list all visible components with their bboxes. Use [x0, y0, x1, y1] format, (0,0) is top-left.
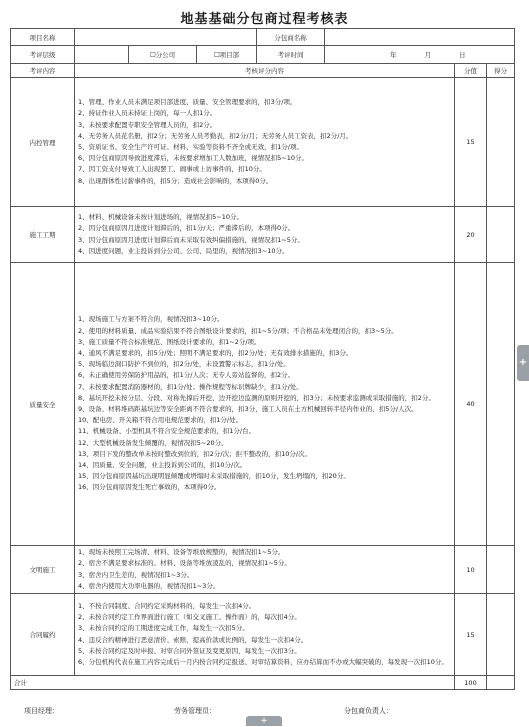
page-title: 地基基础分包商过程考核表 — [180, 12, 349, 27]
criterion-item: 7、未按要求配置消防器材的，扣1分/处；操作规程等标识牌缺少，扣1分/处。 — [78, 382, 303, 391]
criterion-item: 5、现场临边洞口防护不到位的，扣2分/处，未设置警示标志，扣1分/处。 — [78, 360, 290, 369]
section-result[interactable] — [487, 546, 515, 594]
criterion-item: 2、宿舍不满足要求标准的、材料、设备等堆放凌乱的，视情况扣1~5分。 — [78, 559, 291, 568]
side-expand-plus-icon[interactable]: + — [517, 345, 529, 381]
section-result[interactable] — [487, 78, 515, 207]
section-row-schedule — [11, 207, 515, 263]
criterion-item: 1、管理、作业人员未满足项目部进度、质量、安全管理要求的，扣3分/项。 — [78, 98, 297, 107]
year-label: 年 — [390, 51, 397, 59]
criterion-item: 5、资质证书、安全生产许可证、材料、实验等资料不齐全或无效，扣1分/项。 — [78, 143, 303, 151]
criterion-item: 8、基坑开挖未按分层、分段、对称先撑后开挖、边开挖边监测的原则开挖的，扣3分；未按要求监测或采取措施的，扣2分。 — [78, 393, 435, 402]
total-row — [11, 676, 515, 690]
criterion-item: 1、材料、机械设备未按计划进场的，视情况扣5~10分。 — [78, 213, 243, 222]
col-header-result: 得分 — [487, 64, 515, 78]
criterion-item: 9、设备、材料堆码距基坑边等安全距离不符合要求的，扣3分，施工人员在土方机械回转半径内作业的，扣5分/人次。 — [78, 405, 418, 413]
section-result[interactable] — [487, 263, 515, 546]
criterion-item: 2、持证作业人员未持证上岗的，每一人扣1分。 — [78, 109, 217, 118]
section-score: 10 — [455, 546, 487, 594]
section-name: 合同履约 — [11, 594, 75, 676]
criterion-item: 2、因分包商原因月进度计划滞后的，扣1分/天；严重滞后的，本项得0分。 — [78, 224, 295, 233]
criterion-item: 3、施工质量不符合标准规范、图纸设计要求的，扣1~2分/项。 — [78, 337, 261, 346]
project-manager-signature: 项目经理： — [24, 707, 59, 715]
project-name-value[interactable] — [75, 29, 257, 46]
col-header-criteria: 考核评分内容 — [75, 64, 455, 78]
day-label: 日 — [459, 51, 466, 59]
section-result[interactable] — [487, 207, 515, 263]
section-items — [75, 78, 455, 207]
assessment-time-label: 考评时间 — [257, 46, 325, 64]
section-name: 文明施工 — [11, 546, 75, 594]
bottom-expand-plus-icon[interactable]: + — [246, 716, 282, 726]
assessment-table — [10, 28, 515, 690]
project-name-label: 项目名称 — [11, 29, 75, 46]
criterion-item: 4、通风不满足要求的，扣5分/处；照明不满足要求的，扣2分/处；无有效排水措施的，扣3分。 — [78, 348, 353, 357]
section-items — [75, 263, 455, 546]
criterion-item: 3、因分包商原因月进度计划滞后而未采取有效纠偏措施的，视情况扣1~5分。 — [78, 235, 304, 244]
section-score: 40 — [455, 263, 487, 546]
labor-manager-signature: 劳务管理员： — [174, 707, 216, 715]
section-name: 施工工期 — [11, 207, 75, 263]
criterion-item: 13、项目下发的整改单未按时整改到位的，扣2分/次；拒不整改的，扣10分/次。 — [78, 449, 312, 458]
section-name: 质量安全 — [11, 263, 75, 546]
criterion-item: 1、不按合同制度、合同约定采购材料的，每发生一次扣4分。 — [78, 601, 256, 610]
col-header-content: 考评内容 — [11, 64, 75, 78]
criterion-item: 3、未按要求配置专职安全管理人员的，扣2分。 — [78, 120, 217, 129]
subcontractor-head-signature: 分包商负责人： — [344, 707, 393, 715]
assessment-date — [325, 46, 515, 64]
criterion-item: 3、未按合同约定的工期进度完成工作，每发生一次扣5分。 — [78, 624, 249, 633]
criterion-item: 3、宿舍内卫生差的，视情况扣1~3分。 — [78, 570, 194, 579]
criterion-item: 12、大型机械设备发生倾覆的，视情况扣5~20分。 — [78, 438, 228, 447]
criterion-item: 10、配电房、开关箱不符合用电规范要求的，扣1分/处。 — [78, 416, 243, 425]
section-row-internal-control — [11, 78, 515, 207]
criterion-item: 15、因分包商原因基坑出现明显倾覆或坍塌时未采取措施的，扣10分，发生坍塌的，扣20分。 — [78, 472, 350, 481]
company-option[interactable]: ☐分公司 — [129, 46, 197, 64]
assessment-sheet — [10, 28, 514, 701]
criterion-item: 4、违反合约精神进行恶意清价、索赔、提高价款或比例的，每发生一次扣4分。 — [78, 635, 308, 644]
criterion-item: 16、因分包商原因发生死亡事故的，本项得0分。 — [78, 483, 221, 492]
section-score: 15 — [455, 594, 487, 676]
section-score: 20 — [455, 207, 487, 263]
project-dept-option[interactable]: ☐项目部 — [197, 46, 257, 64]
col-header-score: 分值 — [455, 64, 487, 78]
criterion-item: 2、未按合同约定工作界面进行施工（如交叉施工、操作面）的，每次扣4分。 — [78, 613, 301, 622]
section-row-quality-safety — [11, 263, 515, 546]
criterion-item: 6、分包机构代表在施工内容完成后一月内按合同约定报送、对审结算资料，应办结算而不办或大幅突破的，每发现一次扣10分。 — [78, 657, 448, 666]
section-name: 内控管理 — [11, 78, 75, 207]
criterion-item: 5、未按合同约定及时申报、对审合同外签证及变更原因，每发生一次扣3分。 — [78, 646, 301, 655]
criterion-item: 4、宿舍内使用大功率电器的，视情况扣1~3分。 — [78, 581, 220, 590]
section-row-contract — [11, 594, 515, 676]
subcontractor-name-value[interactable] — [325, 29, 515, 46]
column-header-row — [11, 64, 515, 78]
criterion-item: 1、现场未按照工完场清、材料、设备等堆放规整的，视情况扣1~5分。 — [78, 548, 285, 557]
project-row — [11, 29, 515, 46]
criterion-item: 2、使用的材料质量、成品实验结果不符合图纸设计要求的，扣1~5分/项；不合格品未处理闭合的，扣3~5分。 — [78, 326, 398, 335]
criterion-item: 6、未正确使用劳保防护用品的，扣1分/人次；无专人旁站监督的，扣2分。 — [78, 371, 295, 380]
criterion-item: 4、无劳务人员花名册，扣2分；无劳务人员考勤表，扣2分/月；无劳务人员工资表，扣2分/月。 — [78, 131, 353, 140]
section-items — [75, 546, 455, 594]
criterion-item: 6、因分包商原因导致进度滞后，未按要求增加工人数加班，视情况扣5~10分。 — [78, 154, 308, 163]
level-row — [11, 46, 515, 64]
section-items — [75, 207, 455, 263]
criterion-item: 7、因工资支付导致工人出现罢工、闹事或上访事件的，扣10分。 — [78, 165, 266, 174]
total-score: 100 — [455, 676, 487, 690]
section-result[interactable] — [487, 594, 515, 676]
assessment-level-label: 考评层级 — [11, 46, 75, 64]
month-label: 月 — [424, 51, 432, 59]
criterion-item: 8、出现群体性讨薪事件的，扣5分；造成社会影响的，本项得0分。 — [78, 176, 273, 185]
total-label: 合计 — [11, 676, 455, 690]
section-items — [75, 594, 455, 676]
criterion-item: 4、因进度问题，业主投诉到分公司、公司、局里的，视情况扣3~10分。 — [78, 246, 289, 255]
criterion-item: 14、因质量、安全问题，业主投诉到公司的，扣10分/次。 — [78, 461, 247, 470]
total-result[interactable] — [487, 676, 515, 690]
subcontractor-name-label: 分包商名称 — [257, 29, 325, 46]
criterion-item: 11、机械设备、小型机具不符合安全规范要求的，扣1分/台。 — [78, 427, 256, 436]
section-score: 15 — [455, 78, 487, 207]
section-row-civilized — [11, 546, 515, 594]
criterion-item: 1、现场施工与方案不符合的，视情况扣3~10分。 — [78, 315, 224, 324]
